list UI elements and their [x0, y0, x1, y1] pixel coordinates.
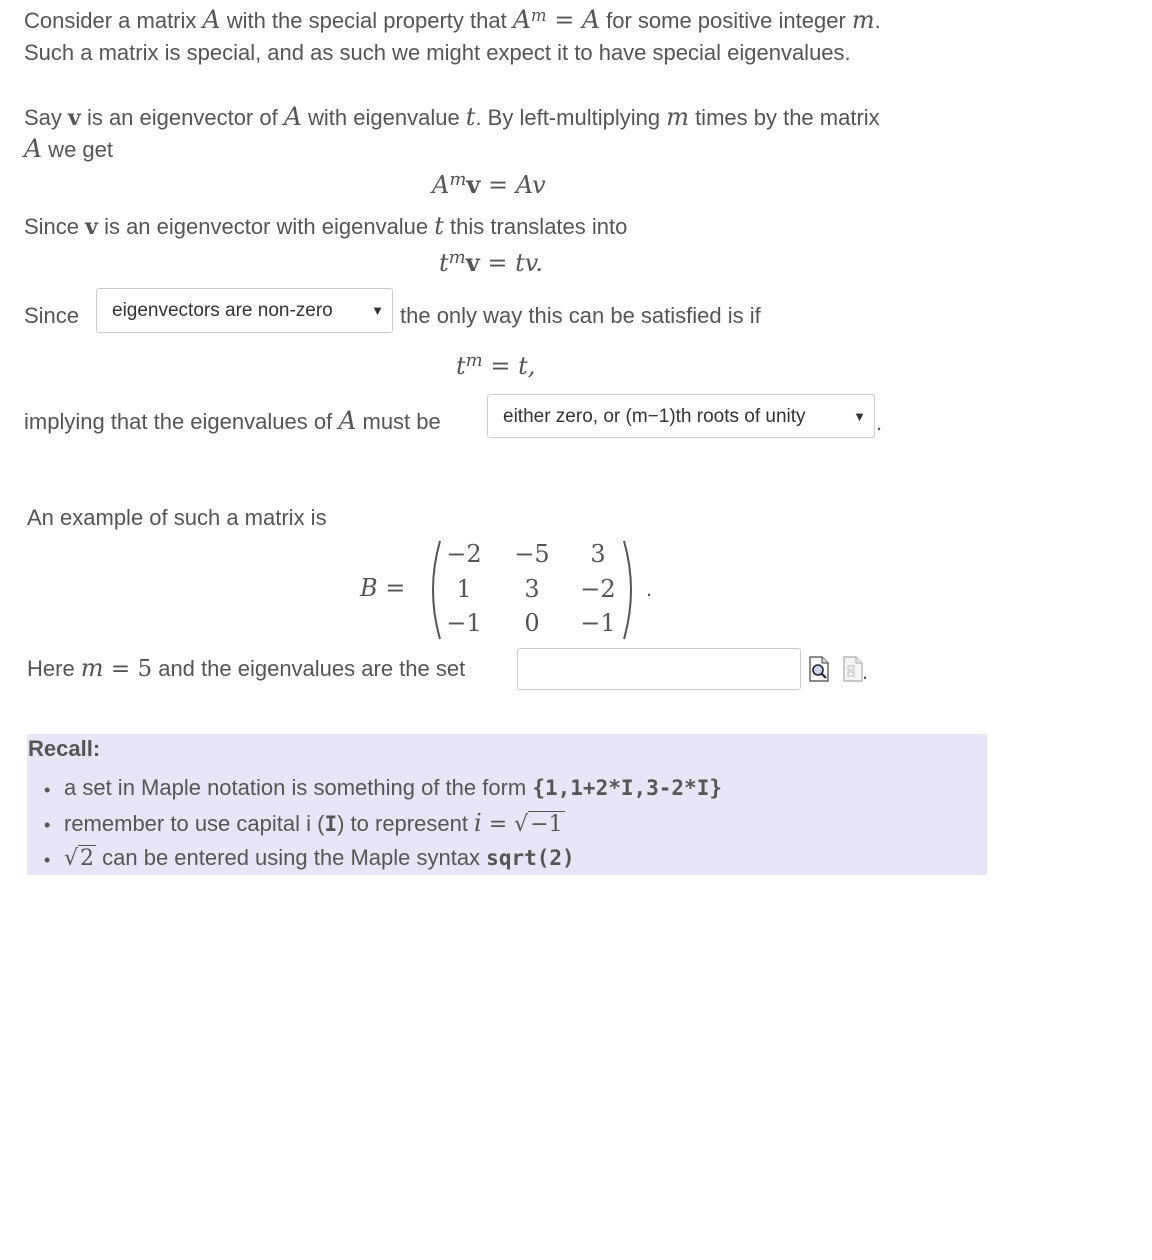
- recall-code: sqrt(2): [486, 846, 575, 870]
- para2-text: is an eigenvector of: [80, 105, 284, 130]
- eigenvalue-dropdown[interactable]: [487, 394, 875, 438]
- recall-text: can be entered using the Maple syntax: [96, 845, 487, 870]
- para2-text: . By left-multiplying: [475, 105, 667, 130]
- sqrt-two: [64, 842, 96, 875]
- syntax-check-icon[interactable]: [842, 656, 864, 682]
- math-i: i: [474, 809, 482, 837]
- math-A: A: [202, 5, 221, 34]
- since-label: Since: [24, 303, 80, 328]
- math-equals: =: [377, 574, 406, 602]
- para2-line-1: [24, 101, 880, 134]
- math-equals: =: [482, 352, 519, 380]
- math-vector-v: v: [466, 170, 481, 199]
- equation-tm-t: [456, 349, 536, 381]
- math-t: t: [434, 212, 444, 240]
- math-m: m: [80, 654, 104, 682]
- reason-dropdown-value: eigenvectors are non-zero: [112, 300, 333, 321]
- math-A: A: [283, 102, 302, 131]
- recall-item: [27, 807, 722, 842]
- equation-tm-v: [439, 248, 543, 278]
- matrix-period: .: [646, 576, 653, 601]
- matrix-cell: −2: [580, 575, 616, 603]
- recall-text: ) to represent: [337, 811, 475, 836]
- matrix-cell: 3: [524, 575, 540, 603]
- matrix-cell: 0: [524, 609, 540, 637]
- chevron-down-icon: ▼: [853, 409, 866, 424]
- math-equals: =: [481, 812, 515, 837]
- intro-line-1: [24, 4, 881, 39]
- implying-line: [24, 405, 441, 438]
- eigenvalue-dropdown-value: either zero, or (m−1)th roots of unity: [503, 406, 806, 427]
- math-exponent-m: m: [449, 168, 467, 190]
- recall-box: [27, 734, 987, 875]
- matrix-cell: 1: [456, 575, 472, 603]
- here-text: and the eigenvalues are the set: [152, 656, 466, 681]
- implying-text: must be: [356, 409, 441, 434]
- para3-text: Since: [24, 214, 86, 239]
- math-Av: Av: [515, 171, 546, 199]
- radicand: −1: [530, 812, 563, 837]
- here-period: .: [862, 659, 869, 684]
- sqrt-minus-one: [514, 808, 564, 841]
- math-equals: =: [546, 6, 582, 34]
- math-m: m: [851, 6, 875, 34]
- example-text: An example of such a matrix is: [27, 505, 327, 530]
- math-t: t,: [518, 352, 536, 380]
- math-equals-5: = 5: [103, 656, 153, 682]
- recall-text: a set in Maple notation is something of the form: [64, 775, 533, 800]
- radical-sign: √: [64, 846, 79, 871]
- recall-item: [27, 842, 722, 877]
- eigenvalue-set-input[interactable]: [517, 648, 801, 690]
- para2-text: with eigenvalue: [301, 105, 466, 130]
- intro-line-2: Such a matrix is special, and as such we might expect it to have special eigenvalues.: [24, 40, 851, 65]
- implying-text: implying that the eigenvalues of: [24, 409, 339, 434]
- intro-text: for some positive integer: [600, 8, 852, 33]
- math-m: m: [666, 103, 689, 131]
- recall-item: [27, 772, 722, 807]
- radical-sign: √: [514, 812, 529, 837]
- radicand: 2: [80, 846, 95, 871]
- reason-dropdown[interactable]: [96, 288, 393, 333]
- matrix-cell: 3: [590, 540, 606, 568]
- here-line: [27, 652, 465, 685]
- para3-text: is an eigenvector with eigenvalue: [97, 214, 435, 239]
- matrix-B: [358, 538, 658, 642]
- implying-period: .: [876, 410, 883, 435]
- math-vector-v: v: [465, 248, 480, 277]
- intro-text: with the special property that: [220, 8, 513, 33]
- math-exponent-m: m: [530, 5, 547, 25]
- math-A: A: [432, 171, 450, 199]
- right-paren: [620, 538, 640, 642]
- recall-code: {1,1+2*I,3-2*I}: [532, 776, 723, 800]
- matrix-cell: −2: [446, 540, 482, 568]
- math-vector-v: v: [68, 105, 81, 131]
- preview-icon[interactable]: [808, 656, 830, 682]
- recall-text: remember to use capital i (: [64, 811, 325, 836]
- math-A: A: [581, 5, 600, 34]
- para2-text: Say: [24, 105, 69, 130]
- math-exponent-m: m: [448, 246, 466, 268]
- math-B: B: [360, 574, 378, 602]
- math-A: A: [338, 406, 357, 435]
- para3-text: this translates into: [443, 214, 628, 239]
- since-after-text: the only way this can be satisfied is if: [400, 303, 761, 328]
- chevron-down-icon: ▼: [371, 303, 384, 318]
- intro-text: Consider a matrix: [24, 8, 203, 33]
- here-text: Here: [27, 656, 81, 681]
- math-equals: =: [480, 171, 516, 199]
- math-exponent-m: m: [465, 349, 483, 371]
- recall-title: Recall:: [28, 736, 101, 761]
- para3-line: [24, 210, 627, 243]
- matrix-cell: −1: [580, 609, 616, 637]
- recall-code: I: [324, 812, 338, 836]
- intro-text: .: [874, 8, 881, 33]
- math-t: t: [439, 249, 449, 277]
- matrix-cell: −1: [446, 609, 482, 637]
- math-tv: tv.: [515, 249, 544, 277]
- math-equals: =: [479, 249, 516, 277]
- para2-line-2: [24, 133, 113, 166]
- math-t: t: [456, 352, 466, 380]
- equation-Am-v: [432, 170, 546, 200]
- math-t: t: [465, 103, 476, 131]
- math-vector-v: v: [85, 214, 98, 240]
- para2-text: times by the matrix: [688, 105, 880, 130]
- math-A: A: [512, 5, 531, 34]
- math-A: A: [24, 134, 43, 163]
- para2-text: we get: [42, 137, 113, 162]
- matrix-cell: −5: [514, 540, 550, 568]
- recall-list: [27, 772, 722, 877]
